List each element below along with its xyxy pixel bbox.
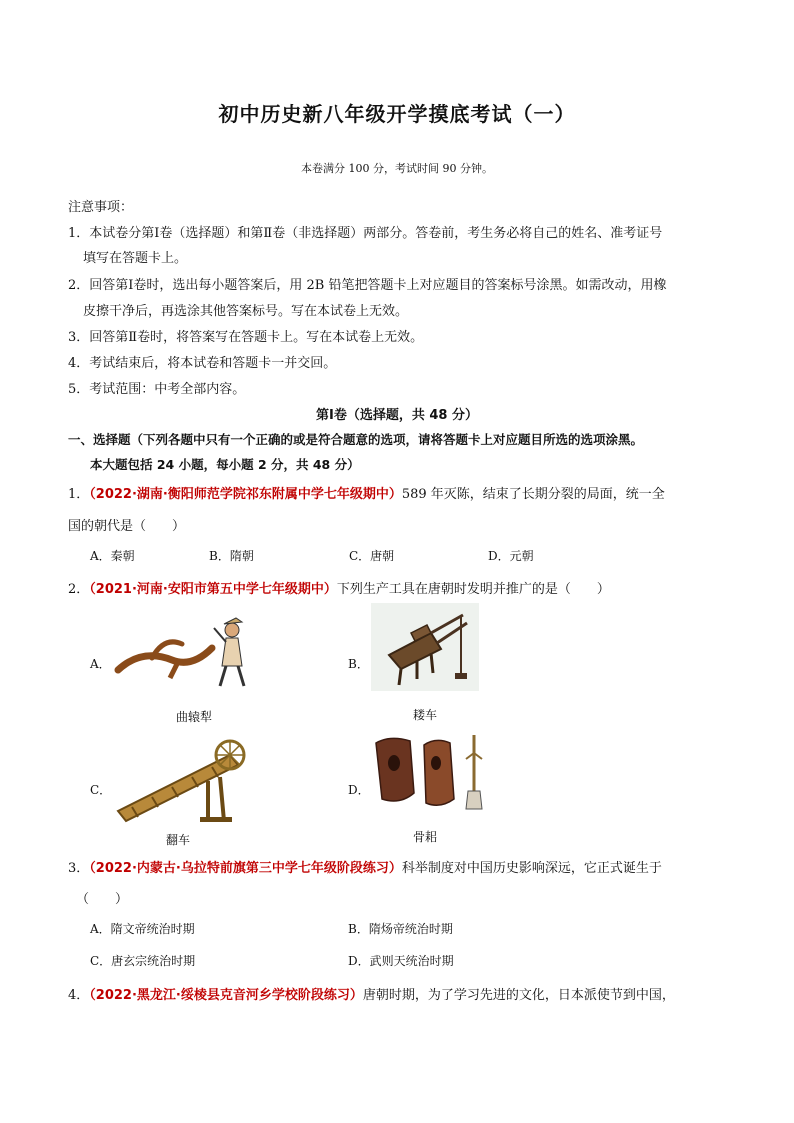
q1-option-a: A．秦朝 xyxy=(90,549,135,563)
question-text: 唐朝时期，为了学习先进的文化，日本派使节到中国， xyxy=(362,988,675,1003)
q2-caption-c: 翻车 xyxy=(166,833,191,847)
question-text: 下列生产工具在唐朝时发明并推广的是（ ） xyxy=(336,582,610,597)
question-1-cont: 国的朝代是（ ） xyxy=(68,519,186,534)
curved-plough-image xyxy=(112,608,252,690)
section-desc: 一、选择题（下列各题中只有一个正确的或是符合题意的选项，请将答题卡上对应题目所选的选项涂黑。 xyxy=(68,432,644,447)
q3-option-a: A．隋文帝统治时期 xyxy=(90,922,195,936)
section-title: 第Ⅰ卷（选择题，共 48 分） xyxy=(316,408,478,423)
question-number: 1． xyxy=(68,487,90,502)
q2-label-d: D． xyxy=(348,783,370,797)
q1-option-c: C．唐朝 xyxy=(349,549,395,563)
q2-label-b: B． xyxy=(348,657,369,671)
notice-item-2-cont: 皮擦干净后，再选涂其他答案标号。写在本试卷上无效。 xyxy=(83,304,409,319)
question-source: （2021·河南·安阳市第五中学七年级期中） xyxy=(89,582,337,597)
notice-item-5: 5．考试范围：中考全部内容。 xyxy=(68,382,246,397)
water-wheel-image xyxy=(112,733,252,825)
notice-item-1-cont: 填写在答题卡上。 xyxy=(83,251,188,266)
q2-caption-b: 耧车 xyxy=(413,708,438,722)
question-3-cont: （ ） xyxy=(76,892,129,907)
q2-label-a: A． xyxy=(90,657,111,671)
question-3 xyxy=(68,857,662,876)
q2-label-c: C． xyxy=(90,783,112,797)
q3-option-d: D．武则天统治时期 xyxy=(348,954,454,968)
question-number: 2． xyxy=(68,582,90,597)
question-source: （2022·内蒙古·乌拉特前旗第三中学七年级阶段练习） xyxy=(89,861,402,876)
exam-info: 本卷满分 100 分，考试时间 90 分钟。 xyxy=(301,162,493,175)
question-text: 589 年灭陈，结束了长期分裂的局面，统一全 xyxy=(401,487,665,502)
page-title: 初中历史新八年级开学摸底考试（一） xyxy=(218,102,576,126)
q2-caption-a: 曲辕犁 xyxy=(176,710,213,724)
section-desc-cont: 本大题包括 24 小题，每小题 2 分，共 48 分） xyxy=(90,457,360,472)
question-source: （2022·湖南·衡阳师范学院祁东附属中学七年级期中） xyxy=(89,487,402,502)
question-text: 科举制度对中国历史影响深远，它正式诞生于 xyxy=(401,861,662,876)
notice-item-1: 1．本试卷分第Ⅰ卷（选择题）和第Ⅱ卷（非选择题）两部分。答卷前，考生务必将自己的姓名、准考证号 xyxy=(68,226,663,241)
seed-drill-image xyxy=(371,603,479,691)
question-number: 3． xyxy=(68,861,90,876)
q3-option-b: B．隋炀帝统治时期 xyxy=(348,922,453,936)
q3-option-c: C．唐玄宗统治时期 xyxy=(90,954,196,968)
bone-spade-image xyxy=(370,733,488,813)
notice-item-4: 4．考试结束后，将本试卷和答题卡一并交回。 xyxy=(68,356,337,371)
question-number: 4． xyxy=(68,988,90,1003)
q1-option-d: D．元朝 xyxy=(488,549,534,563)
question-source: （2022·黑龙江·绥棱县克音河乡学校阶段练习） xyxy=(89,988,363,1003)
q2-caption-d: 骨耜 xyxy=(413,830,438,844)
question-1 xyxy=(68,483,665,502)
notice-item-2: 2．回答第Ⅰ卷时，选出每小题答案后，用 2B 铅笔把答题卡上对应题目的答案标号涂黑。如需改动，用橡 xyxy=(68,278,667,293)
notice-item-3: 3．回答第Ⅱ卷时，将答案写在答题卡上。写在本试卷上无效。 xyxy=(68,330,424,345)
q1-option-b: B．隋朝 xyxy=(209,549,254,563)
question-2 xyxy=(68,578,610,597)
notice-heading: 注意事项： xyxy=(68,200,134,215)
question-4 xyxy=(68,984,675,1003)
